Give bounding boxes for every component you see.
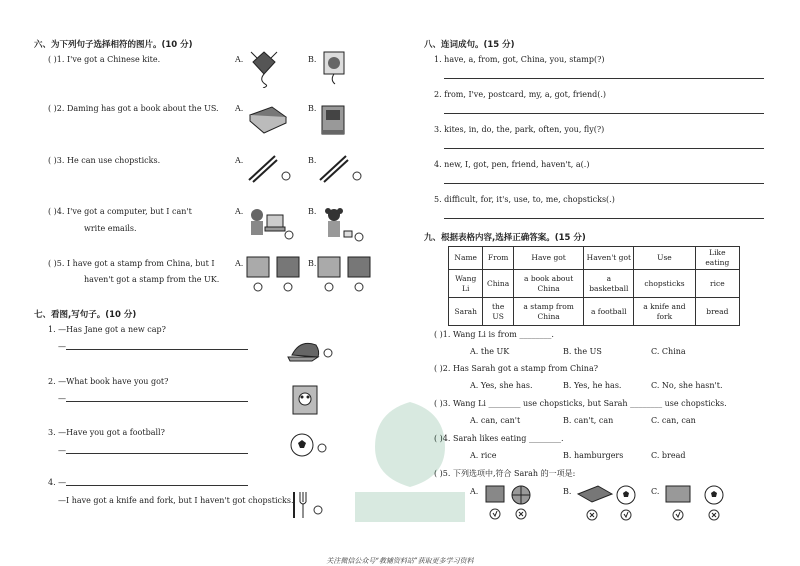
- table-cell: rice: [695, 270, 739, 298]
- s8-q2: 2. from, I've, postcard, my, a, got, friend(.): [434, 90, 607, 99]
- s9-q1: ( )1. Wang Li is from ________.: [434, 330, 554, 339]
- book-usa-icon: [318, 102, 348, 138]
- s6-q1: ( )1. I've got a Chinese kite.: [48, 55, 161, 64]
- s9-q4: ( )4. Sarah likes eating ________.: [434, 434, 564, 443]
- s8-q5: 5. difficult, for, it's, use, to, me, chopsticks(.): [434, 195, 615, 204]
- info-table: [448, 246, 740, 326]
- table-cell: a knife and fork: [634, 298, 695, 326]
- s7-q1-answer-line[interactable]: [66, 349, 248, 350]
- th-like-eating: Like eating: [695, 247, 739, 270]
- s6-q3-optB[interactable]: B.: [308, 156, 317, 165]
- s6-q4-optA[interactable]: A.: [235, 207, 244, 216]
- s8-q3-answer-line[interactable]: [444, 148, 764, 149]
- table-cell: a stamp from China: [513, 298, 584, 326]
- s6-q5-optB[interactable]: B.: [308, 259, 317, 268]
- s7-q1-dash: —: [58, 342, 66, 351]
- chopsticks-icon: [245, 152, 295, 186]
- chopsticks-icon: [316, 152, 366, 186]
- table-cell: Wang Li: [449, 270, 483, 298]
- s6-q3-optA[interactable]: A.: [235, 156, 244, 165]
- s7-q2-answer-line[interactable]: [66, 401, 248, 402]
- s6-q3: ( )3. He can use chopsticks.: [48, 156, 161, 165]
- s7-q3-answer-line[interactable]: [66, 453, 248, 454]
- football-icon: [290, 432, 330, 458]
- s9-q4-optB[interactable]: B. hamburgers: [563, 451, 624, 460]
- s9-q2-optC[interactable]: C. No, she hasn't.: [651, 381, 723, 390]
- s8-q3: 3. kites, in, do, the, park, often, you, fly(?): [434, 125, 605, 134]
- s9-q3: ( )3. Wang Li ________ use chopsticks, but Sarah ________ use chopsticks.: [434, 399, 727, 408]
- th-havent-got: Haven't got: [584, 247, 634, 270]
- s7-q2: 2. —What book have you got?: [48, 377, 169, 386]
- s6-q4: ( )4. I've got a computer, but I can't: [48, 207, 192, 216]
- table-cell: a football: [584, 298, 634, 326]
- s9-q3-optA[interactable]: A. can, can't: [470, 416, 521, 425]
- s8-q4-answer-line[interactable]: [444, 183, 764, 184]
- s8-q2-answer-line[interactable]: [444, 113, 764, 114]
- table-row: [449, 270, 740, 298]
- s6-q2: ( )2. Daming has got a book about the US.: [48, 104, 219, 113]
- option-a-stamp-basketball-icon: [484, 484, 540, 524]
- knife-fork-icon: [288, 490, 328, 520]
- s9-q5: ( )5. 下列选项中,符合 Sarah 的一项是:: [434, 469, 576, 478]
- s7-q4-answer-line[interactable]: [66, 485, 248, 486]
- th-name: Name: [449, 247, 483, 270]
- s8-q5-answer-line[interactable]: [444, 218, 764, 219]
- s6-q4-optB[interactable]: B.: [308, 207, 317, 216]
- table-cell: chopsticks: [634, 270, 695, 298]
- table-cell: China: [483, 270, 513, 298]
- s9-q4-optA[interactable]: A. rice: [470, 451, 497, 460]
- s6-q5-optA[interactable]: A.: [235, 259, 244, 268]
- s6-q2-optB[interactable]: B.: [308, 104, 317, 113]
- s7-q4-answer: —I have got a knife and fork, but I haven't got chopsticks.: [58, 496, 294, 505]
- s9-q3-optB[interactable]: B. can't, can: [563, 416, 614, 425]
- th-have-got: Have got: [513, 247, 584, 270]
- s9-q1-optA[interactable]: A. the UK: [470, 347, 510, 356]
- chinese-kite-icon: [247, 48, 281, 88]
- section9-title: 九、根据表格内容,选择正确答案。(15 分): [424, 233, 586, 243]
- th-from: From: [483, 247, 513, 270]
- s9-q2: ( )2. Has Sarah got a stamp from China?: [434, 364, 599, 373]
- s8-q1: 1. have, a, from, got, China, you, stamp(?): [434, 55, 605, 64]
- cap-icon: [286, 337, 336, 365]
- section7-title: 七、看图,写句子。(10 分): [34, 310, 137, 320]
- s8-q1-answer-line[interactable]: [444, 78, 764, 79]
- table-cell: Sarah: [449, 298, 483, 326]
- th-use: Use: [634, 247, 695, 270]
- s6-q2-optA[interactable]: A.: [235, 104, 244, 113]
- footer-note: 关注微信公众号“教辅资料站”获取更多学习资料: [326, 557, 474, 565]
- table-cell: the US: [483, 298, 513, 326]
- s8-q4: 4. new, I, got, pen, friend, haven't, a(.): [434, 160, 590, 169]
- stamps-pair-icon: [316, 255, 378, 295]
- table-row: [449, 298, 740, 326]
- stamps-pair-icon: [245, 255, 307, 295]
- section8-title: 八、连词成句。(15 分): [424, 40, 515, 50]
- girl-computer-icon: [318, 205, 366, 245]
- s6-q5: ( )5. I have got a stamp from China, but I: [48, 259, 215, 268]
- s7-q3: 3. —Have you got a football?: [48, 428, 165, 437]
- s9-q5-optB[interactable]: B.: [563, 487, 572, 496]
- s9-q5-optC[interactable]: C.: [651, 487, 660, 496]
- s9-q1-optB[interactable]: B. the US: [563, 347, 602, 356]
- s9-q1-optC[interactable]: C. China: [651, 347, 686, 356]
- s7-q4: 4. —: [48, 478, 67, 487]
- s6-q1-optA[interactable]: A.: [235, 55, 244, 64]
- watermark-logo-icon: [335, 392, 485, 532]
- boy-computer-icon: [245, 205, 297, 243]
- s9-q4-optC[interactable]: C. bread: [651, 451, 686, 460]
- book-great-wall-icon: [246, 103, 288, 135]
- section6-title: 六、为下列句子选择相符的图片。(10 分): [34, 40, 193, 50]
- option-b-book-football-icon: [576, 484, 638, 524]
- s9-q2-optB[interactable]: B. Yes, he has.: [563, 381, 622, 390]
- stamp-kite-icon: [320, 50, 350, 88]
- s6-q1-optB[interactable]: B.: [308, 55, 317, 64]
- table-header-row: [449, 247, 740, 270]
- s9-q5-optA[interactable]: A.: [470, 487, 479, 496]
- s6-q5-line2: haven't got a stamp from the UK.: [84, 275, 220, 284]
- s9-q2-optA[interactable]: A. Yes, she has.: [470, 381, 533, 390]
- table-cell: a book about China: [513, 270, 584, 298]
- s7-q3-dash: —: [58, 446, 66, 455]
- table-cell: bread: [695, 298, 739, 326]
- table-cell: a basketball: [584, 270, 634, 298]
- s7-q1: 1. —Has Jane got a new cap?: [48, 325, 166, 334]
- s6-q4-line2: write emails.: [84, 224, 137, 233]
- option-c-stamp-football-icon: [664, 484, 726, 524]
- s9-q3-optC[interactable]: C. can, can: [651, 416, 696, 425]
- panda-book-icon: [290, 383, 324, 417]
- s7-q2-dash: —: [58, 394, 66, 403]
